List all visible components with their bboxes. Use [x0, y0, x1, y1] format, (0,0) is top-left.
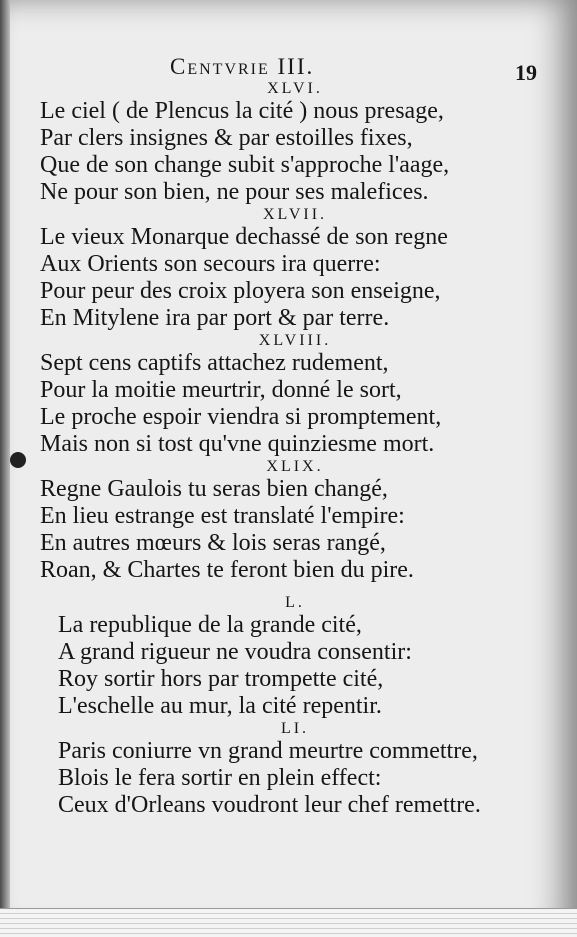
quatrain-number: XLIX. [266, 458, 324, 475]
verse-line: Pour la moitie meurtrir, donné le sort, [40, 377, 402, 403]
quatrain-number: XLVII. [262, 206, 328, 223]
verse-line: Que de son change subit s'approche l'aage, [40, 152, 450, 178]
verse-line: A grand rigueur ne voudra consentir: [58, 639, 412, 665]
quatrain-number: XLVIII. [258, 332, 332, 349]
verse-line: La republique de la grande cité, [58, 612, 362, 638]
verse-line: Mais non si tost qu'vne quinziesme mort. [40, 431, 435, 457]
page-gutter [0, 0, 10, 937]
quatrain-number: LI. [280, 720, 310, 737]
verse-line: Ceux d'Orleans voudront leur chef remettre. [58, 792, 481, 818]
verse-line: Blois le fera sortir en plein effect: [58, 765, 382, 791]
verse-line: Paris coniurre vn grand meurtre commettre, [58, 738, 478, 764]
verse-line: Le ciel ( de Plencus la cité ) nous presage, [40, 98, 444, 124]
page-number: 19 [515, 60, 537, 85]
verse-line: Ne pour son bien, ne pour ses malefices. [40, 179, 429, 205]
lined-paper-edge [0, 908, 577, 937]
verse-line: Pour peur des croix ployera son enseigne, [40, 278, 441, 304]
verse-line: Par clers insignes & par estoilles fixes, [40, 125, 413, 151]
verse-line: En Mitylene ira par port & par terre. [40, 305, 390, 331]
verse-line: En lieu estrange est translaté l'empire: [40, 503, 405, 529]
running-title: Centvrie III. [170, 54, 315, 79]
verse-line: Roan, & Chartes te feront bien du pire. [40, 557, 414, 583]
verse-line: Le proche espoir viendra si promptement, [40, 404, 442, 430]
verse-line: Regne Gaulois tu seras bien changé, [40, 476, 388, 502]
verse-line: Roy sortir hors par trompette cité, [58, 666, 384, 692]
quatrain-number: XLVI. [267, 80, 323, 97]
quatrain-number: L. [285, 594, 305, 611]
verse-line: L'eschelle au mur, la cité repentir. [58, 693, 382, 719]
verse-line: Le vieux Monarque dechassé de son regne [40, 224, 448, 250]
quatrain-list [40, 80, 520, 819]
margin-mark [10, 452, 26, 468]
verse-line: Aux Orients son secours ira querre: [40, 251, 381, 277]
verse-line: En autres mœurs & lois seras rangé, [40, 530, 386, 556]
verse-line: Sept cens captifs attachez rudement, [40, 350, 389, 376]
